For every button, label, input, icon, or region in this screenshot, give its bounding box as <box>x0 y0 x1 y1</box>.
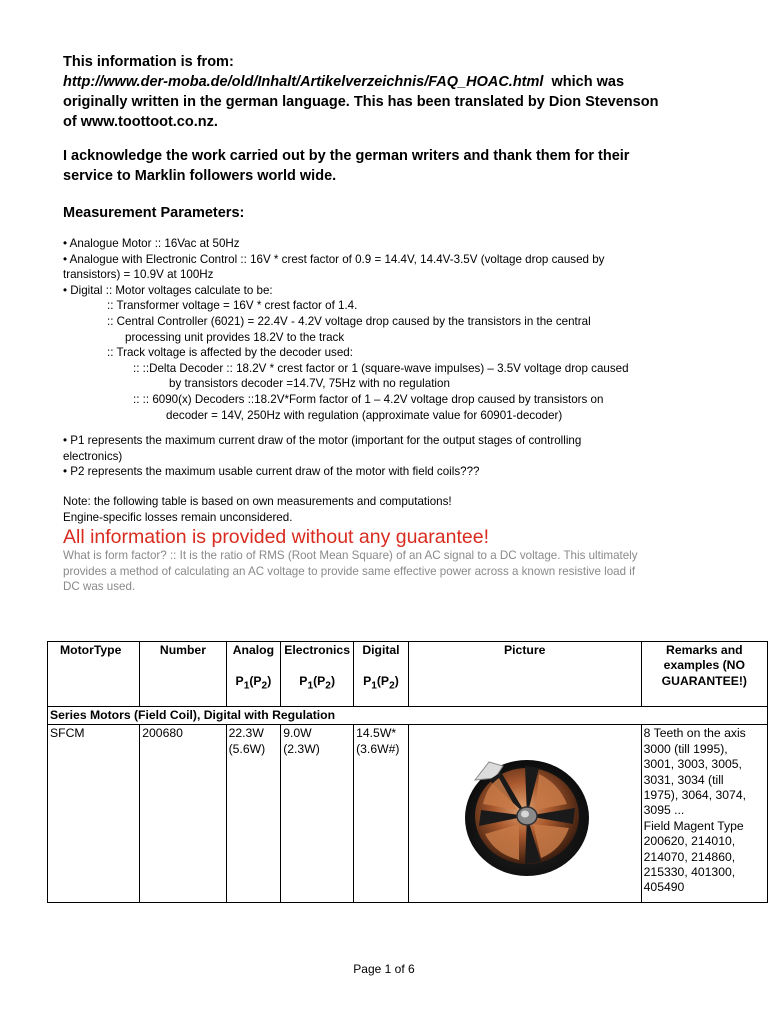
header-picture: Picture <box>408 642 641 707</box>
measurement-heading: Measurement Parameters: <box>63 205 245 221</box>
note-line-2: Engine-specific losses remain unconsidered. <box>63 510 293 524</box>
note-block <box>63 494 713 525</box>
motor-armature-image <box>455 744 595 882</box>
cell-motor-type: SFCM <box>48 725 140 903</box>
intro-line-4: of www.toottoot.co.nz. <box>63 114 218 130</box>
header-analog-power: $P_1(P_2)$ <box>235 674 272 692</box>
remark-line: 8 Teeth on the axis <box>643 726 746 741</box>
form-factor-line-3: DC was used. <box>63 580 136 594</box>
remark-line: 200620, 214010, <box>643 834 736 849</box>
cell-remarks <box>641 725 767 903</box>
power-definitions <box>63 433 713 480</box>
note-line-1: Note: the following table is based on own measurements and computations! <box>63 495 452 508</box>
source-intro <box>63 52 713 132</box>
header-electronics-label: Electronics <box>284 643 350 657</box>
remark-line: 215330, 401300, <box>643 865 736 880</box>
source-url-link[interactable]: http://www.der-moba.de/old/Inhalt/Artikelverzeichnis/FAQ_HOAC.html <box>63 74 544 90</box>
header-digital-label: Digital <box>362 643 400 657</box>
header-remarks: Remarks and examples (NO GUARANTEE!) <box>641 642 767 707</box>
p1-line-2: electronics) <box>63 449 123 463</box>
form-factor-line-2: provides a method of calculating an AC voltage to provide same effective power across a known resistive load if <box>63 564 636 578</box>
list-item: decoder = 14V, 250Hz with regulation (approximate value for 60901-decoder) <box>166 408 563 422</box>
page-footer: Page 1 of 6 <box>353 962 415 976</box>
list-item: • Analogue Motor :: 16Vac at 50Hz <box>63 237 240 250</box>
list-item: :: ::Delta Decoder :: 18.2V * crest factor or 1 (square-wave impulses) – 3.5V voltage drop caused <box>133 361 629 375</box>
remark-line: 214070, 214860, <box>643 849 736 864</box>
header-electronics-power: $P_1(P_2)$ <box>299 674 335 692</box>
remark-line: 405490 <box>643 880 685 895</box>
remark-line: Field Magent Type <box>643 818 744 833</box>
header-analog-label: Analog <box>232 643 275 657</box>
cell-picture <box>408 725 641 903</box>
list-item: transistors) = 10.9V at 100Hz <box>63 268 214 282</box>
header-motor-type: MotorType <box>48 642 140 707</box>
remark-line: 3095 ... <box>643 803 685 818</box>
intro-line-1: This information is from: <box>63 54 234 70</box>
header-electronics <box>281 642 354 707</box>
remark-line: 1975), 3064, 3074, <box>643 788 746 803</box>
form-factor-line-1: What is form factor? :: It is the ratio of RMS (Root Mean Square) of an AC signal to a DC voltage. This ultimately <box>63 549 638 562</box>
list-item: :: Track voltage is affected by the decoder used: <box>107 346 353 360</box>
intro-url-tail: which was <box>543 74 625 90</box>
p1-line-1: • P1 represents the maximum current draw of the motor (important for the output stages of controlling <box>63 434 582 447</box>
list-item: • Analogue with Electronic Control :: 16V * crest factor of 0.9 = 14.4V, 14.4V-3.5V (voltage drop caused by <box>63 252 605 266</box>
intro-url-line <box>63 72 713 92</box>
list-item: :: Central Controller (6021) = 22.4V - 4.2V voltage drop caused by the transistors in the central <box>107 314 591 328</box>
motor-table <box>47 641 768 903</box>
list-item: :: :: 6090(x) Decoders ::18.2V*Form factor of 1 – 4.2V voltage drop caused by transistors on <box>133 392 604 406</box>
header-number: Number <box>140 642 226 707</box>
list-item: processing unit provides 18.2V to the track <box>125 330 345 344</box>
table-header-row <box>48 642 768 707</box>
header-digital-power: $P_1(P_2)$ <box>363 674 399 692</box>
table-group-row <box>48 707 768 725</box>
cell-number: 200680 <box>140 725 226 903</box>
group-title: Series Motors (Field Coil), Digital with Regulation <box>48 707 768 725</box>
header-analog <box>226 642 281 707</box>
list-item: by transistors decoder =14.7V, 75Hz with no regulation <box>169 377 450 391</box>
p2-line: • P2 represents the maximum usable current draw of the motor with field coils??? <box>63 465 480 479</box>
ack-line-2: service to Marklin followers world wide. <box>63 168 337 184</box>
cell-electronics: 9.0W (2.3W) <box>281 725 354 903</box>
table-row <box>48 725 768 903</box>
header-digital <box>354 642 409 707</box>
acknowledgement <box>63 146 713 186</box>
list-item: :: Transformer voltage = 16V * crest factor of 1.4. <box>107 299 358 313</box>
guarantee-warning: All information is provided without any guarantee! <box>63 526 489 548</box>
remark-line: 3000 (till 1995), <box>643 741 728 756</box>
cell-analog: 22.3W (5.6W) <box>226 725 281 903</box>
list-item: • Digital :: Motor voltages calculate to be: <box>63 283 273 297</box>
measurement-list <box>63 236 713 423</box>
ack-line-1: I acknowledge the work carried out by the german writers and thank them for their <box>63 148 630 164</box>
remark-line: 3031, 3034 (till <box>643 772 724 787</box>
remark-line: 3001, 3003, 3005, <box>643 757 742 772</box>
form-factor-explanation <box>63 548 723 595</box>
intro-line-3: originally written in the german language. This has been translated by Dion Stevenson <box>63 94 659 110</box>
cell-digital: 14.5W* (3.6W#) <box>354 725 409 903</box>
